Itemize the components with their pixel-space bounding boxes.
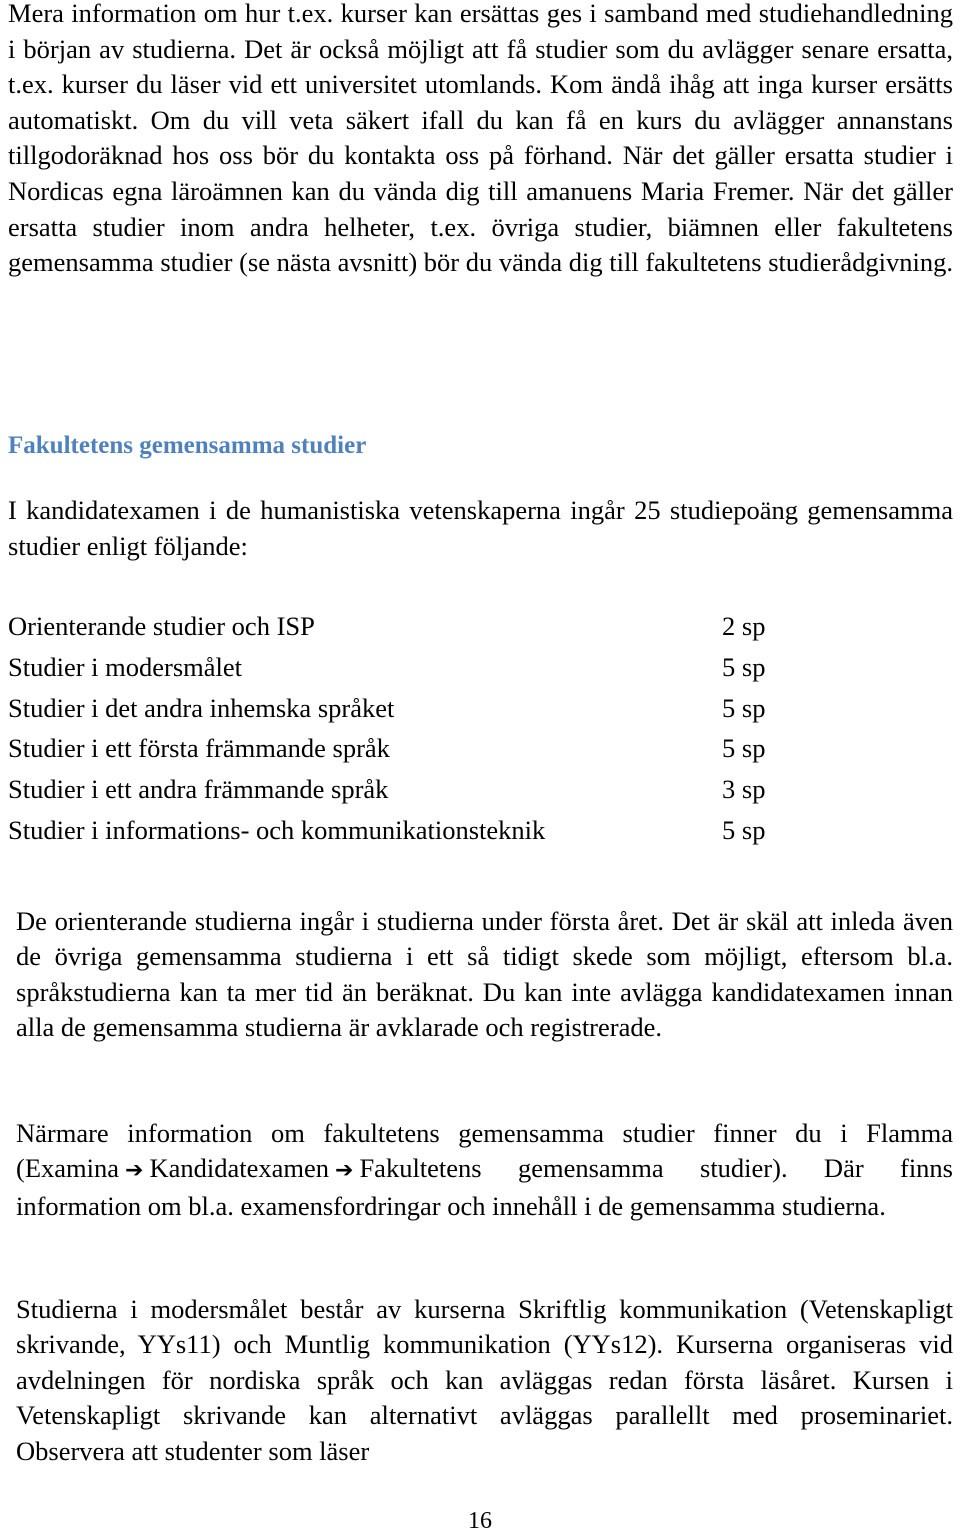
flamma-text-part3: Fakultetens gemensamma studier). Där finns information om bl.a. examensfordringar och innehåll i de gemensamma studierna.	[16, 1153, 953, 1221]
course-credits: 5 sp	[722, 651, 766, 682]
course-row	[8, 810, 808, 851]
course-credits: 5 sp	[722, 733, 766, 764]
flamma-text-part1: Närmare information om fakultetens gemensamma studier finner du i Flamma (Examina	[16, 1118, 953, 1184]
orientation-paragraph: De orienterande studierna ingår i studierna under första året. Det är skäl att inleda även de övriga gemensamma studierna i ett så tidigt skede som möjligt, eftersom bl.a. språkstudierna kan ta mer tid än beräknat. Du kan inte avlägga kandidatexamen innan alla de gemensamma studierna är avklarade och registrerade.	[16, 906, 953, 1043]
course-credits: 5 sp	[722, 692, 766, 723]
right-arrow-icon: ➔	[335, 1158, 354, 1184]
course-credits: 5 sp	[722, 814, 766, 845]
course-credit-list	[8, 606, 808, 851]
course-row	[8, 728, 808, 769]
course-name: Studier i modersmålet	[8, 651, 243, 682]
mother-tongue-paragraph: Studierna i modersmålet består av kurserna Skriftlig kommunikation (Vetenskapligt skrivande, YYs11) och Muntlig kommunikation (YYs12). Kurserna organiseras vid avdelningen för nordiska språk och kan avläggas redan första läsåret. Kursen i Vetenskapligt skrivande kan alternativt avläggas parallellt med proseminariet. Observera att studenter som läser	[16, 1294, 953, 1466]
course-name: Studier i informations- och kommunikationsteknik	[8, 814, 546, 845]
intro-paragraph: Mera information om hur t.ex. kurser kan ersättas ges i samband med studiehandledning i början av studierna. Det är också möjligt att få studier som du avlägger senare ersatta, t.ex. kurser du läser vid ett universitet utomlands. Kom ändå ihåg att inga kurser ersätts automatiskt. Om du vill veta säkert ifall du kan få en kurs du avlägger annanstans tillgodoräknad hos oss bör du kontakta oss på förhand. När det gäller ersatta studier i Nordicas egna läroämnen kan du vända dig till amanuens Maria Fremer. När det gäller ersatta studier inom andra helheter, t.ex. övriga studier, biämnen eller fakultetens gemensamma studier (se nästa avsnitt) bör du vända dig till fakultetens studierådgivning.	[8, 0, 953, 278]
course-row	[8, 647, 808, 688]
course-name: Studier i ett andra främmande språk	[8, 774, 389, 805]
course-name: Orienterande studier och ISP	[8, 611, 315, 641]
flamma-paragraph	[16, 1116, 953, 1224]
course-name: Studier i det andra inhemska språket	[8, 692, 395, 723]
course-credits: 3 sp	[722, 774, 766, 805]
course-row	[8, 769, 808, 810]
course-row	[8, 688, 808, 729]
right-arrow-icon: ➔	[125, 1158, 144, 1184]
course-row	[8, 606, 808, 647]
lead-paragraph: I kandidatexamen i de humanistiska vetenskaperna ingår 25 studiepoäng gemensamma studier enligt följande:	[8, 495, 953, 561]
course-credits: 2 sp	[722, 611, 766, 641]
section-heading: Fakultetens gemensamma studier	[8, 432, 367, 459]
flamma-text-part2: Kandidatexamen	[149, 1153, 329, 1184]
course-name: Studier i ett första främmande språk	[8, 733, 390, 764]
page-number: 16	[468, 1508, 492, 1534]
